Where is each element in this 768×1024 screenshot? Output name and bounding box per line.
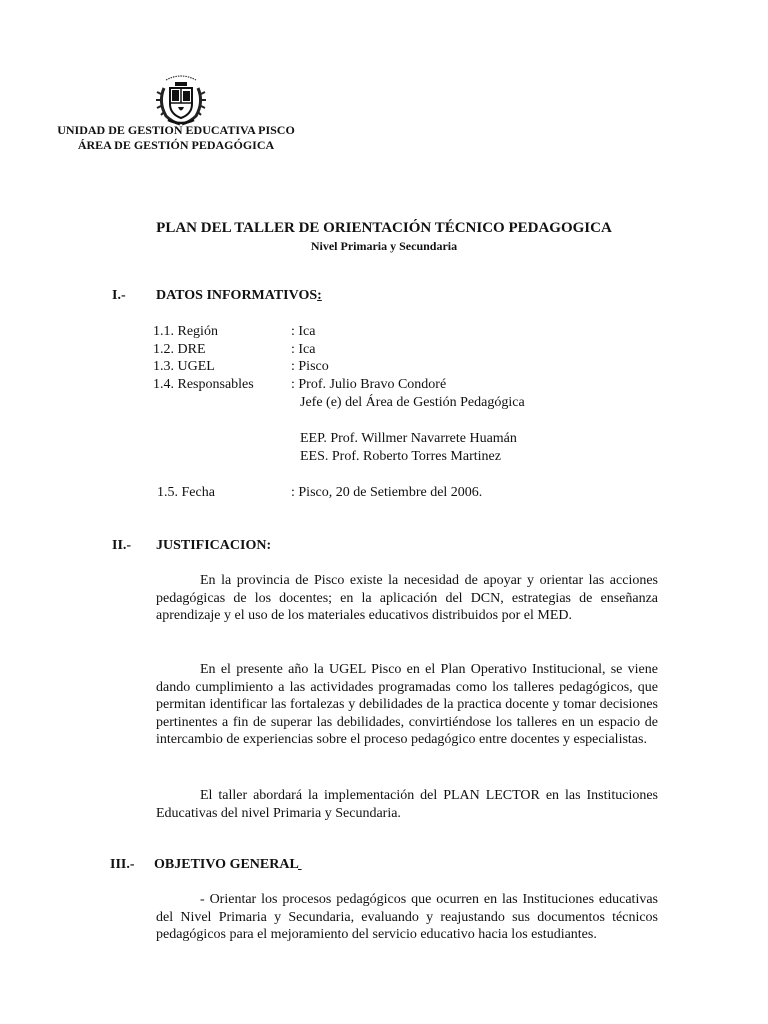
info-value: : Pisco: [291, 359, 329, 374]
info-value: EES. Prof. Roberto Torres Martinez: [300, 449, 501, 464]
info-value: : Ica: [291, 324, 316, 339]
section-title: JUSTIFICACION:: [156, 538, 272, 553]
paragraph: En la provincia de Pisco existe la necesidad de apoyar y orientar las acciones pedagógicas de los docentes; en la aplicación del DCN, estrategias de enseñanza aprendizaje y el uso de los materiales educativos distribuidos por el MED.: [156, 573, 658, 624]
paragraph: - Orientar los procesos pedagógicos que ocurren en las Instituciones educativas del Nivel Primaria y Secundaria, evaluando y reajustando sus documentos técnicos pedagógicos para el mejoramiento del servicio educativo hacia los estudiantes.: [156, 892, 658, 943]
info-value: Jefe (e) del Área de Gestión Pedagógica: [300, 395, 525, 410]
section-title: [154, 857, 302, 873]
section-number: III.-: [110, 857, 135, 872]
info-label: 1.2. DRE: [153, 342, 206, 357]
section-title: [156, 288, 322, 304]
section-number: II.-: [112, 538, 132, 553]
organization-name: UNIDAD DE GESTION EDUCATIVA PISCO: [57, 123, 295, 137]
section-title-suffix: :: [317, 288, 322, 303]
section-number: I.-: [112, 288, 126, 303]
document-title: PLAN DEL TALLER DE ORIENTACIÓN TÉCNICO PEDAGOGICA: [156, 220, 612, 236]
info-label: 1.4. Responsables: [153, 377, 254, 392]
info-label: 1.5. Fecha: [157, 485, 215, 500]
info-value: EEP. Prof. Willmer Navarrete Huamán: [300, 431, 517, 446]
section-title-text: DATOS INFORMATIVOS: [156, 288, 318, 303]
section-title-text: OBJETIVO GENERAL: [154, 857, 299, 872]
paragraph: En el presente año la UGEL Pisco en el Plan Operativo Institucional, se viene dando cumplimiento a las actividades programadas como los talleres pedagógicos, que permitan identificar las fortalezas y debilidades de la practica docente y tomar decisiones pertinentes a fin de superar las debilidades, convirtiéndose los talleres en un espacio de intercambio de experiencias sobre el proceso pedagógico entre docentes y especialistas.: [156, 662, 658, 748]
info-label: 1.3. UGEL: [153, 359, 215, 374]
info-value: : Ica: [291, 342, 316, 357]
info-value: : Prof. Julio Bravo Condoré: [291, 377, 447, 392]
section-title-suffix: [298, 857, 302, 872]
organization-area: ÁREA DE GESTIÓN PEDAGÓGICA: [77, 138, 275, 152]
coat-of-arms-icon: [152, 70, 210, 128]
info-label: 1.1. Región: [153, 324, 218, 339]
info-value: : Pisco, 20 de Setiembre del 2006.: [291, 485, 483, 500]
paragraph: El taller abordará la implementación del PLAN LECTOR en las Instituciones Educativas del nivel Primaria y Secundaria.: [156, 788, 658, 821]
document-subtitle: Nivel Primaria y Secundaria: [310, 239, 458, 253]
